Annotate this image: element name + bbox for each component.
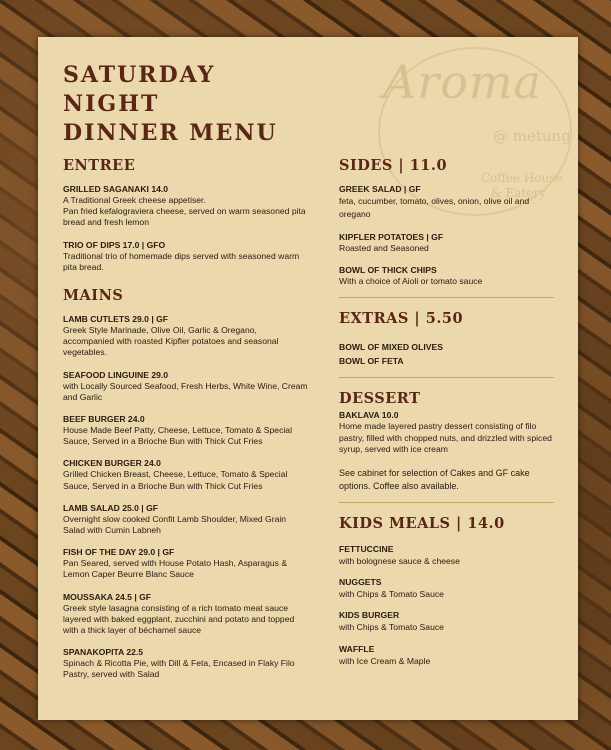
item-name: LAMB SALAD 25.0 | GF — [63, 502, 159, 513]
item-name: KIPFLER POTATOES | GF — [339, 232, 444, 242]
menu-item — [339, 642, 554, 667]
title-line-2: NIGHT — [63, 91, 160, 117]
menu-item — [63, 239, 308, 273]
item-name: KIDS BURGER — [339, 610, 400, 621]
logo-name: Aroma — [383, 55, 542, 109]
dessert-note: See cabinet for selection of Cakes and GF cake options. Coffee also available. — [339, 468, 530, 491]
extras-heading: EXTRAS | 5.50 — [339, 310, 464, 328]
item-description: With a choice of Aioli or tomato sauce — [339, 276, 483, 287]
item-name: WAFFLE — [339, 643, 375, 654]
item-description: with Locally Sourced Seafood, Fresh Herbs, White Wine, Cream and Garlic — [63, 380, 308, 402]
divider — [339, 377, 554, 378]
menu-item — [339, 409, 554, 455]
item-description: with Chips & Tomato Sauce — [339, 589, 444, 600]
menu-item — [339, 264, 554, 287]
item-description: Greek Style Marinade, Olive Oil, Garlic & Oregano, accompanied with roasted Kipfler potatoes and seasonal vegetables. — [63, 325, 279, 358]
item-description: Greek style lasagna consisting of a rich tomato meat sauce layered with baked eggplant, zucchini and potato and topped with a thick layer of béchamel sauce — [63, 602, 295, 636]
menu-item — [63, 646, 308, 680]
item-name: BOWL OF THICK CHIPS — [339, 265, 437, 276]
menu-item — [339, 231, 554, 254]
item-name: GRILLED SAGANAKI 14.0 — [63, 184, 169, 194]
page-title — [63, 61, 278, 148]
item-name: FISH OF THE DAY 29.0 | GF — [63, 547, 175, 558]
item-description: House Made Beef Patty, Cheese, Lettuce, Tomato & Special Sauce, Served in a Brioche Bun with Thick Cut Fries — [63, 425, 292, 447]
title-line-3: DINNER MENU — [63, 120, 278, 146]
item-description: Home made layered pastry dessert consisting of filo pastry, filled with chopped nuts, and drizzled with spiced syrup, served with ice cream — [339, 421, 552, 454]
item-name: TRIO OF DIPS 17.0 | GFO — [63, 239, 166, 250]
logo-tagline-1: Coffee House — [481, 171, 563, 185]
divider — [339, 297, 554, 298]
sides-heading: SIDES | 11.0 — [339, 157, 448, 174]
item-description: with Ice Cream & Maple — [339, 655, 431, 666]
menu-card — [38, 37, 578, 720]
menu-item — [63, 183, 308, 229]
item-name: BAKLAVA 10.0 — [339, 410, 399, 421]
dessert-heading: DESSERT — [339, 390, 421, 408]
item-name: LAMB CUTLETS 29.0 | GF — [63, 314, 169, 325]
item-description: Traditional trio of homemade dips served with seasoned warm pita bread. — [63, 250, 300, 272]
item-description: with Chips & Tomato Sauce — [339, 622, 444, 633]
item-description: Pan Seared, served with House Potato Hash, Asparagus & Lemon Caper Beurre Blanc Sauce — [63, 558, 288, 580]
menu-item — [339, 608, 554, 633]
logo-tagline-2: & Eatery — [491, 186, 546, 200]
menu-item — [339, 575, 554, 600]
item-name: BOWL OF FETA — [339, 356, 404, 367]
menu-item — [63, 502, 308, 536]
item-description: A Traditional Greek cheese appetiser. Pan fried kefalograviera cheese, served on warm seasoned pita bread and fresh lemon — [63, 195, 306, 228]
menu-item — [339, 183, 554, 221]
item-name: SEAFOOD LINGUINE 29.0 — [63, 369, 169, 380]
item-name: FETTUCCINE — [339, 544, 394, 555]
menu-item — [63, 457, 308, 491]
item-description: Overnight slow cooked Confit Lamb Shoulder, Mixed Grain Salad with Cumin Labneh — [63, 513, 287, 536]
menu-item — [63, 413, 308, 447]
left-column — [63, 157, 308, 691]
entree-heading: ENTREE — [63, 157, 136, 174]
item-name: BOWL OF MIXED OLIVES — [339, 342, 443, 353]
right-column — [339, 157, 554, 677]
menu-item — [63, 313, 308, 359]
menu-item — [63, 591, 308, 637]
item-description: Spinach & Ricotta Pie, with Dill & Feta, Encased in Flaky Filo Pastry, served with Salad — [63, 658, 295, 680]
item-description: Roasted and Seasoned — [339, 243, 429, 253]
logo-subtitle: @ metung — [493, 127, 571, 145]
item-name: CHICKEN BURGER 24.0 — [63, 458, 161, 469]
item-name: MOUSSAKA 24.5 | GF — [63, 591, 152, 602]
menu-item — [339, 542, 554, 567]
item-description: Grilled Chicken Breast, Cheese, Lettuce, Tomato & Special Sauce, Served in a Brioche Bun with Thick Cut Fries — [63, 469, 288, 491]
title-line-1: SATURDAY — [63, 62, 216, 88]
kids-heading: KIDS MEALS | 14.0 — [339, 515, 505, 533]
menu-item — [63, 369, 308, 403]
divider — [339, 502, 554, 503]
mains-heading: MAINS — [63, 287, 124, 305]
item-description: feta, cucumber, tomato, olives, onion, olive oil and oregano — [339, 196, 530, 219]
item-description: with bolognese sauce & cheese — [339, 556, 460, 567]
item-name: BEEF BURGER 24.0 — [63, 414, 145, 425]
menu-item — [63, 546, 308, 580]
item-name: GREEK SALAD | GF — [339, 184, 421, 194]
item-name: NUGGETS — [339, 577, 382, 588]
item-name: SPANAKOPITA 22.5 — [63, 647, 144, 658]
